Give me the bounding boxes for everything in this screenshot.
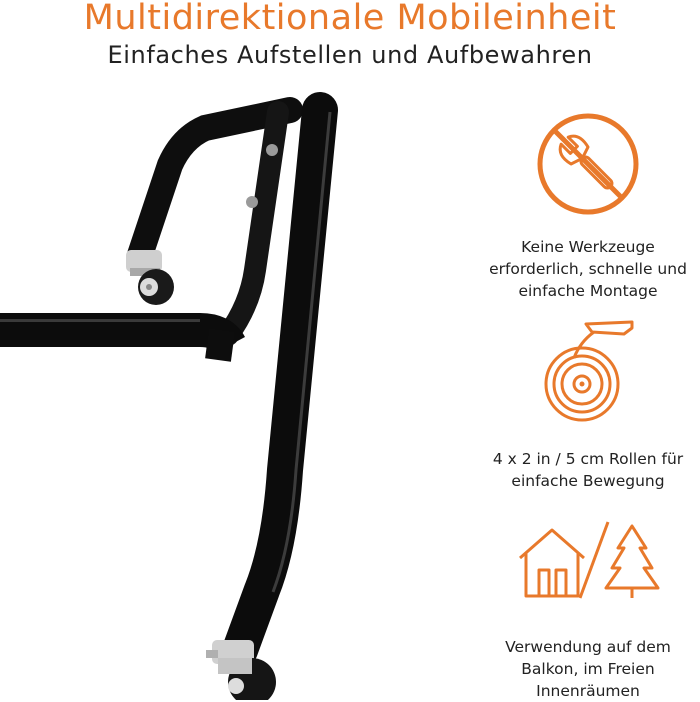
tree-icon bbox=[606, 526, 658, 598]
base-bar-highlight bbox=[0, 319, 200, 322]
caption-line: Innenräumen bbox=[536, 682, 640, 700]
base-bar bbox=[0, 330, 230, 345]
feature-indoor-outdoor bbox=[476, 520, 700, 700]
caption-line: 4 x 2 in / 5 cm Rollen für bbox=[492, 450, 684, 468]
rear-caster bbox=[126, 250, 174, 305]
feature-caption bbox=[476, 636, 700, 702]
house-icon bbox=[520, 530, 584, 596]
lower-brace bbox=[218, 330, 222, 360]
front-caster bbox=[206, 640, 276, 700]
indoor-outdoor-icon bbox=[518, 520, 662, 600]
bolt bbox=[266, 144, 278, 156]
caption-line: einfache Montage bbox=[518, 282, 658, 300]
page-title: Multidirektionale Mobileinheit bbox=[83, 0, 617, 38]
feature-caption bbox=[476, 448, 700, 492]
caption-line: Balkon, im Freien bbox=[521, 660, 655, 678]
caption-line: Verwendung auf dem bbox=[505, 638, 671, 656]
page-subtitle: Einfaches Aufstellen und Aufbewahren bbox=[107, 41, 593, 69]
caption-line: einfache Bewegung bbox=[511, 472, 665, 490]
feature-no-tools bbox=[476, 112, 700, 312]
caption-line: erforderlich, schnelle und bbox=[489, 260, 687, 278]
feature-casters bbox=[476, 318, 700, 498]
no-tools-icon bbox=[536, 112, 640, 216]
feature-caption bbox=[476, 236, 700, 302]
caster-wheel-icon bbox=[542, 318, 638, 428]
caption-line: Keine Werkzeuge bbox=[521, 238, 655, 256]
bolt bbox=[246, 196, 258, 208]
divider-slash bbox=[580, 522, 608, 598]
